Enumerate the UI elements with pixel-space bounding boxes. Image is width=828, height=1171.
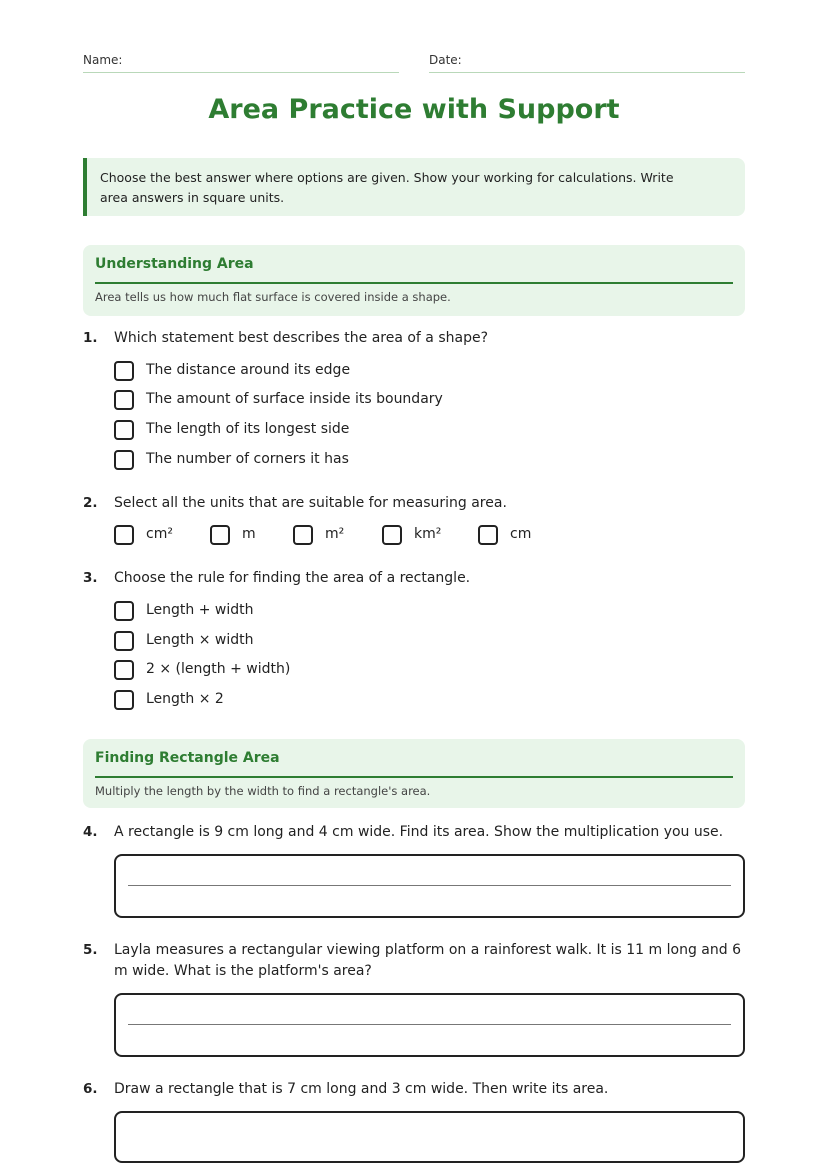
answer-box[interactable] <box>114 854 745 918</box>
checkbox[interactable] <box>114 390 134 410</box>
question-number: 3. <box>83 570 98 586</box>
option-label: Length × 2 <box>146 691 224 707</box>
checkbox[interactable] <box>114 690 134 710</box>
question-text: A rectangle is 9 cm long and 4 cm wide. Find its area. Show the multiplication you use. <box>114 824 724 840</box>
checkbox[interactable] <box>114 601 134 621</box>
checkbox[interactable] <box>114 660 134 680</box>
section-finding-rectangle-area <box>83 739 745 808</box>
question-text: Choose the rule for finding the area of a rectangle. <box>114 570 471 586</box>
checkbox[interactable] <box>478 525 498 545</box>
option-label: km² <box>414 526 442 542</box>
question-number: 2. <box>83 495 98 511</box>
checkbox[interactable] <box>210 525 230 545</box>
question-text: Which statement best describes the area of a shape? <box>114 330 489 346</box>
drawing-box[interactable] <box>114 1111 745 1163</box>
question-number: 4. <box>83 824 98 840</box>
checkbox[interactable] <box>114 420 134 440</box>
option-label: The distance around its edge <box>146 362 351 378</box>
option-label: The amount of surface inside its boundary <box>146 391 443 407</box>
name-label: Name: <box>83 53 123 67</box>
question-number: 1. <box>83 330 98 346</box>
checkbox[interactable] <box>382 525 402 545</box>
date-field[interactable] <box>429 52 745 73</box>
option-label: The number of corners it has <box>146 451 349 467</box>
checkbox[interactable] <box>114 525 134 545</box>
checkbox[interactable] <box>293 525 313 545</box>
name-field[interactable] <box>83 52 399 73</box>
question-text: Select all the units that are suitable for measuring area. <box>114 495 507 511</box>
section-title: Finding Rectangle Area <box>95 750 280 766</box>
checkbox[interactable] <box>114 631 134 651</box>
option-label: m² <box>325 526 345 542</box>
option-label: cm <box>510 526 532 542</box>
question-text: Draw a rectangle that is 7 cm long and 3 cm wide. Then write its area. <box>114 1081 609 1097</box>
option-label: Length + width <box>146 602 254 618</box>
question-number: 5. <box>83 942 98 958</box>
option-label: The length of its longest side <box>146 421 350 437</box>
section-description: Multiply the length by the width to find a rectangle's area. <box>95 784 431 798</box>
question-text: Layla measures a rectangular viewing platform on a rainforest walk. It is 11 m long and 6 m wide. What is the platform's area? <box>114 942 741 979</box>
section-title: Understanding Area <box>95 256 254 272</box>
checkbox[interactable] <box>114 450 134 470</box>
date-label: Date: <box>429 53 462 67</box>
answer-line <box>128 885 731 886</box>
section-understanding-area <box>83 245 745 316</box>
header-row <box>83 52 745 74</box>
section-divider <box>95 282 733 284</box>
option-label: 2 × (length + width) <box>146 661 291 677</box>
instructions-box: Choose the best answer where options are given. Show your working for calculations. Write area answers in square units. <box>83 158 745 216</box>
question-number: 6. <box>83 1081 98 1097</box>
checkbox[interactable] <box>114 361 134 381</box>
option-label: Length × width <box>146 632 254 648</box>
section-divider <box>95 776 733 778</box>
answer-box[interactable] <box>114 993 745 1057</box>
section-description: Area tells us how much flat surface is covered inside a shape. <box>95 290 451 304</box>
option-label: cm² <box>146 526 173 542</box>
answer-line <box>128 1024 731 1025</box>
page-title: Area Practice with Support <box>208 94 620 125</box>
option-label: m <box>242 526 256 542</box>
